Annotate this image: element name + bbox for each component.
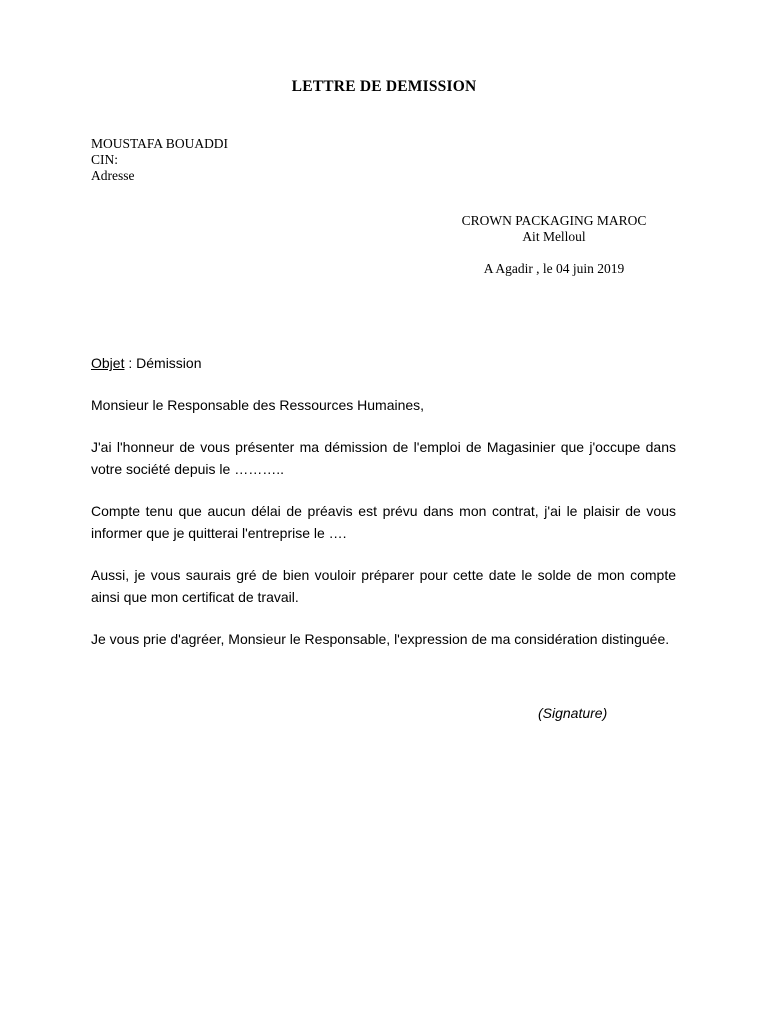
recipient-company: CROWN PACKAGING MAROC <box>461 213 647 228</box>
subject-line <box>91 352 676 374</box>
subject-label: Objet <box>91 355 125 371</box>
subject-value: Démission <box>136 355 202 371</box>
letter-title: LETTRE DE DEMISSION <box>291 78 477 95</box>
signature-placeholder: (Signature) <box>538 705 608 721</box>
sender-block <box>91 136 228 184</box>
paragraph-3: Aussi, je vous saurais gré de bien vouloir préparer pour cette date le solde de mon compte ainsi que mon certificat de travail. <box>91 567 676 605</box>
salutation: Monsieur le Responsable des Ressources Humaines, <box>91 397 425 413</box>
sender-address: Adresse <box>91 168 135 183</box>
recipient-block <box>454 213 654 245</box>
sender-cin: CIN: <box>91 152 118 167</box>
paragraph-2: Compte tenu que aucun délai de préavis est prévu dans mon contrat, j'ai le plaisir de vous informer que je quitterai l'entreprise le …. <box>91 503 676 541</box>
sender-name: MOUSTAFA BOUADDI <box>91 136 229 151</box>
letter-body <box>91 352 676 670</box>
paragraph-1: J'ai l'honneur de vous présenter ma démission de l'emploi de Magasinier que j'occupe dans votre société depuis le ……….. <box>91 439 676 477</box>
recipient-location: Ait Melloul <box>522 229 586 244</box>
place-date: A Agadir , le 04 juin 2019 <box>483 261 625 276</box>
paragraph-4: Je vous prie d'agréer, Monsieur le Responsable, l'expression de ma considération distinguée. <box>91 631 670 647</box>
subject-separator: : <box>124 355 137 371</box>
